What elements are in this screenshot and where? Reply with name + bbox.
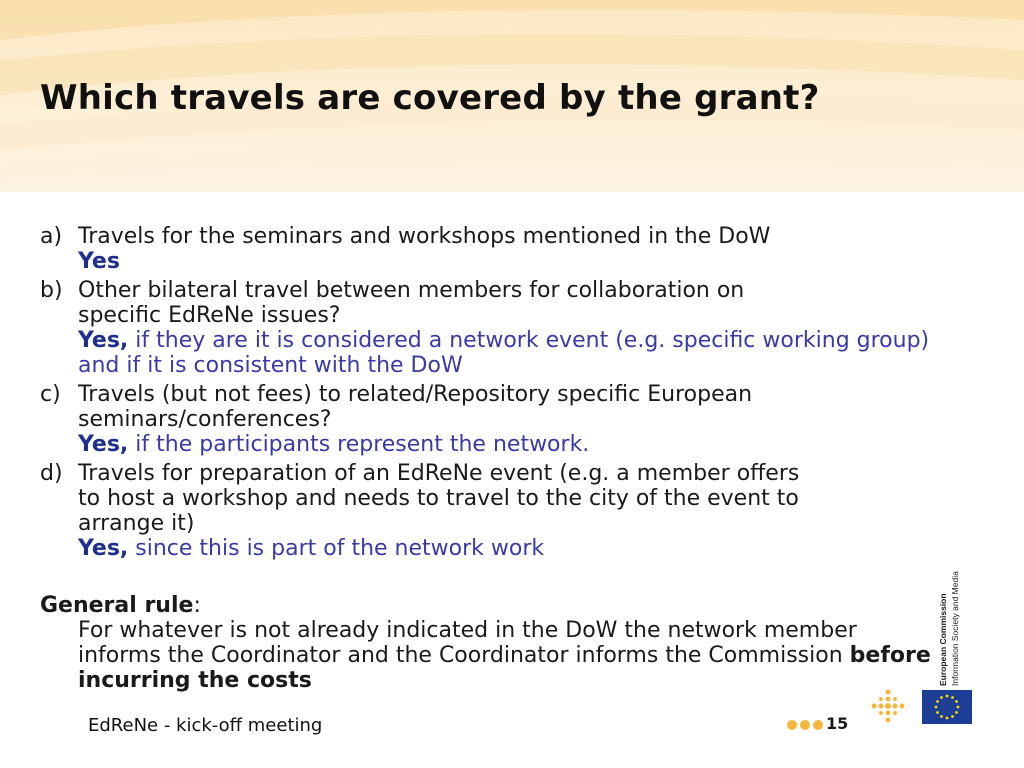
page-number: 15: [826, 714, 849, 733]
list-item-body: [78, 382, 940, 457]
list-marker: b): [40, 278, 63, 303]
list-item-body: [78, 224, 940, 274]
general-rule-emphasis: before incurring the costs: [78, 643, 931, 693]
footer-text: EdReNe - kick-off meeting: [88, 715, 323, 736]
yes-label: Yes,: [78, 432, 129, 457]
list-item-a: [40, 224, 940, 274]
sparkle-dots-icon: [868, 688, 908, 724]
question-line: Travels (but not fees) to related/Repository specific European: [78, 382, 753, 407]
list-item-body: [78, 278, 940, 378]
question-line: seminars/conferences?: [78, 407, 332, 432]
answer-text: since this is part of the network work: [128, 536, 545, 561]
question-line: Travels for preparation of an EdReNe event (e.g. a member offers: [78, 461, 800, 486]
answer-line: [78, 328, 940, 378]
general-rule-text: [40, 618, 940, 693]
list-marker: c): [40, 382, 61, 407]
general-rule-title: General rule: [40, 593, 194, 618]
list-item-body: [78, 461, 940, 561]
answer-line: [78, 249, 940, 274]
logo-line-2: Information Society and Media: [950, 571, 960, 686]
eu-flag-icon: [922, 690, 972, 724]
slide-content: [40, 224, 940, 693]
answer-text: if the participants represent the network.: [128, 432, 590, 457]
question-line: to host a workshop and needs to travel to the city of the event to: [78, 486, 799, 511]
general-rule-heading: [40, 593, 940, 618]
question-line: Other bilateral travel between members for collaboration on: [78, 278, 745, 303]
answer-line: [78, 536, 940, 561]
header-banner: [0, 0, 1024, 192]
general-rule: [40, 593, 940, 693]
question-line: specific EdReNe issues?: [78, 303, 341, 328]
general-rule-colon: :: [193, 593, 201, 618]
yes-label: Yes: [78, 249, 120, 274]
list-item-b: [40, 278, 940, 378]
page-dots-icon: [787, 720, 823, 730]
list-marker: a): [40, 224, 63, 249]
question-line: arrange it): [78, 511, 195, 536]
yes-label: Yes,: [78, 536, 129, 561]
slide-title: Which travels are covered by the grant?: [40, 78, 820, 118]
yes-label: Yes,: [78, 328, 129, 353]
logo-line-1: European Commission: [938, 593, 948, 686]
answer-line: [78, 432, 940, 457]
european-commission-logo-text: [936, 546, 966, 686]
question-line: Travels for the seminars and workshops mentioned in the DoW: [78, 224, 771, 249]
list-item-d: [40, 461, 940, 561]
list-item-c: [40, 382, 940, 457]
list-marker: d): [40, 461, 63, 486]
answer-text: if they are it is considered a network event (e.g. specific working group) and if it is consistent with the DoW: [78, 328, 930, 378]
general-rule-body: For whatever is not already indicated in the DoW the network member informs the Coordinator and the Coordinator informs the Commission: [78, 618, 857, 668]
